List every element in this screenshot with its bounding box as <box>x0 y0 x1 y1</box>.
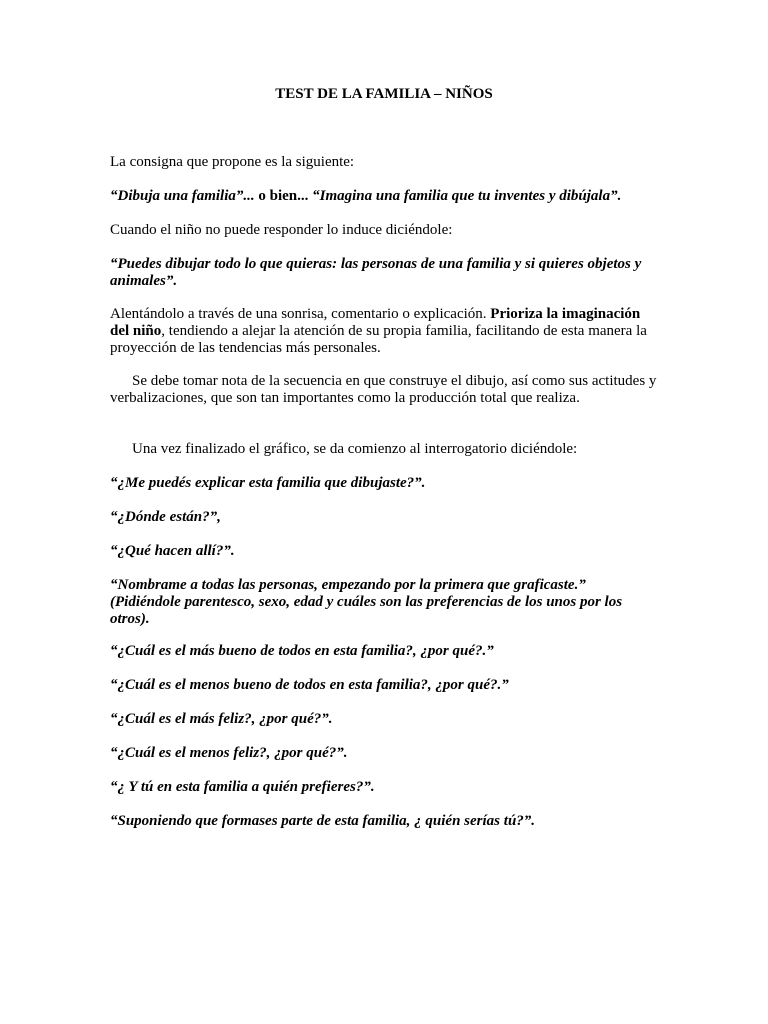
question-item: “¿Cuál es el más feliz?, ¿por qué?”. <box>110 711 333 727</box>
consigna-paragraph <box>110 188 660 205</box>
interrogatorio-paragraph: Una vez finalizado el gráfico, se da comienzo al interrogatorio diciéndole: <box>132 441 578 457</box>
question-item: “¿Me puedés explicar esta familia que dibujaste?”. <box>110 475 426 491</box>
alentandolo-text1: Alentándolo a través de una sonrisa, comentario o explicación. <box>110 306 491 322</box>
question-item: “¿Cuál es el menos bueno de todos en esta familia?, ¿por qué?.” <box>110 677 509 693</box>
question-item: “Nombrame a todas las personas, empezando por la primera que graficaste.” (Pidiéndole parentesco, sexo, edad y cuáles son las preferencias de los unos por los otros). <box>110 577 623 627</box>
consigna-connector: o bien... <box>254 188 313 204</box>
question-item: “¿ Y tú en esta familia a quién prefieres?”. <box>110 779 375 795</box>
consigna-part1: “Dibuja una familia”... <box>110 188 255 204</box>
induce-paragraph: Cuando el niño no puede responder lo induce diciéndole: <box>110 222 453 238</box>
question-item: “Suponiendo que formases parte de esta familia, ¿ quién serías tú?”. <box>110 813 536 829</box>
question-item: “¿Dónde están?”, <box>110 509 221 525</box>
alentandolo-text2: , tendiendo a alejar la atención de su propia familia, facilitando de esta manera la proyección de las tendencias más personales. <box>110 323 647 356</box>
puedes-paragraph: “Puedes dibujar todo lo que quieras: las personas de una familia y si quieres objetos y animales”. <box>110 256 642 289</box>
alentandolo-bold: Prioriza la imaginación del niño <box>110 306 641 339</box>
question-item: “¿Cuál es el más bueno de todos en esta familia?, ¿por qué?.” <box>110 643 494 659</box>
question-item: “¿Cuál es el menos feliz?, ¿por qué?”. <box>110 745 348 761</box>
alentandolo-paragraph <box>110 306 660 357</box>
secuencia-paragraph: Se debe tomar nota de la secuencia en que construye el dibujo, así como sus actitudes y verbalizaciones, que son tan importantes como la producción total que realiza. <box>110 373 657 406</box>
document-title: TEST DE LA FAMILIA – NIÑOS <box>275 86 493 102</box>
question-item: “¿Qué hacen allí?”. <box>110 543 235 559</box>
intro-paragraph: La consigna que propone es la siguiente: <box>110 154 355 170</box>
consigna-part2: “Imagina una familia que tu inventes y dibújala”. <box>312 188 622 204</box>
